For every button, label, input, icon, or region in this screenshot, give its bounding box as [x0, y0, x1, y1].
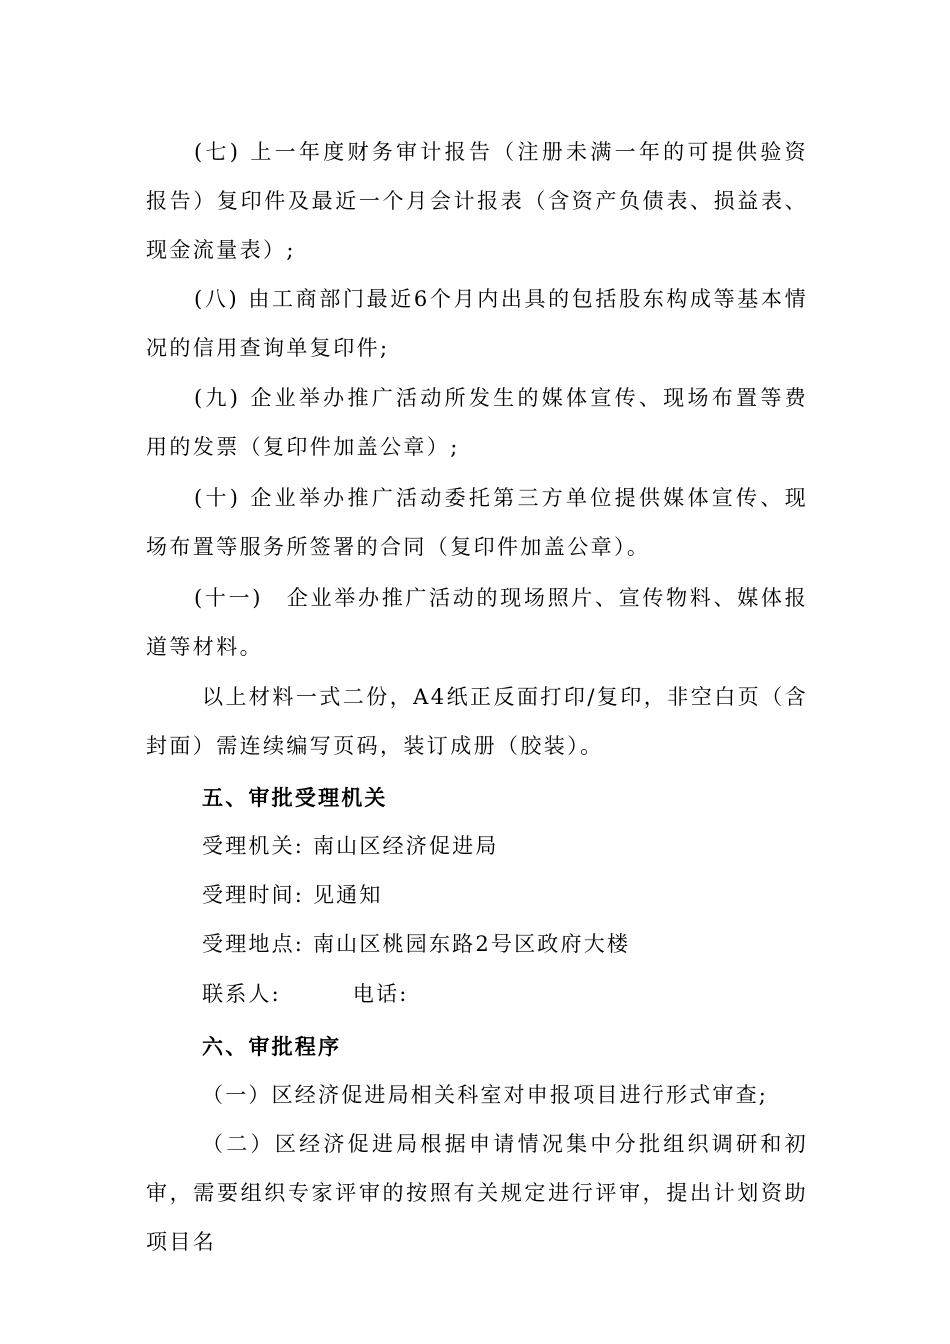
agency-line: 受理机关: 南山区经济促进局	[202, 834, 499, 858]
step-1-line: （一）区经济促进局相关科室对申报项目进行形式审查;	[202, 1083, 769, 1107]
item-7-paragraph: (七) 上一年度财务审计报告（注册未满一年的可提供验资报告）复印件及最近一个月会计报表（含资产负债表、损益表、现金流量表）;	[146, 140, 808, 262]
section-6-heading: 六、审批程序	[202, 1034, 342, 1059]
section-5-heading: 五、审批受理机关	[202, 785, 388, 810]
phone-label: 电话:	[352, 982, 409, 1006]
location-line: 受理地点: 南山区桃园东路2号区政府大楼	[202, 932, 631, 956]
step-2-paragraph: （二）区经济促进局根据申请情况集中分批组织调研和初审，需要组织专家评审的按照有关规定进行评审，提出计划资助项目名	[146, 1132, 808, 1254]
materials-note-paragraph: 以上材料一式二份，A4纸正反面打印/复印，非空白页（含封面）需连续编写页码，装订成册（胶装）。	[146, 685, 808, 758]
time-line: 受理时间: 见通知	[202, 883, 383, 907]
contact-label: 联系人:	[202, 982, 281, 1006]
item-9-paragraph: (九) 企业举办推广活动所发生的媒体宣传、现场布置等费用的发票（复印件加盖公章）;	[146, 386, 808, 459]
item-10-paragraph: (十) 企业举办推广活动委托第三方单位提供媒体宣传、现场布置等服务所签署的合同（复印件加盖公章）。	[146, 486, 808, 559]
item-8-paragraph: (八) 由工商部门最近6个月内出具的包括股东构成等基本情况的信用查询单复印件;	[146, 287, 808, 360]
contact-line	[202, 970, 409, 1019]
item-11-paragraph: (十一) 企业举办推广活动的现场照片、宣传物料、媒体报道等材料。	[146, 586, 808, 659]
